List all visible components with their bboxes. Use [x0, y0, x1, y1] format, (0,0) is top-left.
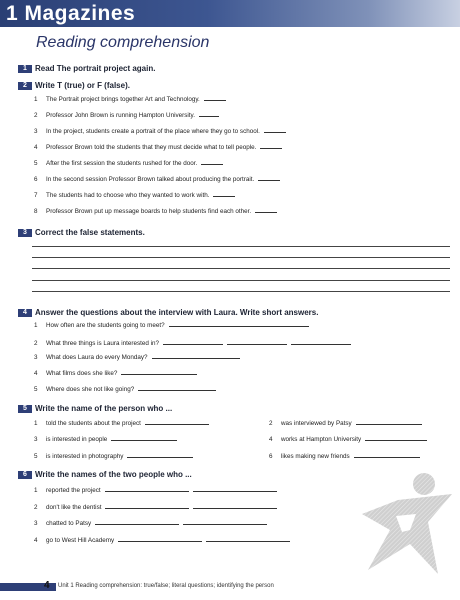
question-item-1: 1 How often are the students going to meet?	[34, 322, 309, 329]
person-item-5: 5 is interested in photography	[34, 453, 193, 460]
answer-blank[interactable]	[127, 457, 193, 458]
figure-logo-icon	[358, 470, 458, 582]
pair-item-1: 1 reported the project	[34, 487, 277, 494]
answer-blank[interactable]	[118, 541, 202, 542]
section-3-number: 3	[18, 229, 32, 237]
answer-blank[interactable]	[199, 116, 219, 117]
answer-blank[interactable]	[255, 212, 277, 213]
question-item-4: 4 What films does she like?	[34, 370, 197, 377]
answer-blank[interactable]	[145, 424, 209, 425]
pair-item-4: 4 go to West Hill Academy	[34, 537, 290, 544]
unit-title: 1 Magazines	[6, 2, 136, 25]
answer-blank[interactable]	[95, 524, 179, 525]
person-item-2: 2 was interviewed by Patsy	[269, 420, 422, 427]
page-number: 4	[44, 580, 50, 591]
answer-blank[interactable]	[193, 508, 277, 509]
writing-line[interactable]	[32, 280, 450, 281]
section-5-number: 5	[18, 405, 32, 413]
tf-item-1: 1 The Portrait project brings together Art and Technology.	[34, 96, 226, 103]
section-5-heading	[18, 404, 172, 413]
section-1-heading	[18, 64, 155, 73]
section-3-title: Correct the false statements.	[35, 228, 145, 237]
tf-item-3: 3 In the project, students create a portrait of the place where they go to school.	[34, 128, 286, 135]
writing-line[interactable]	[32, 246, 450, 247]
answer-blank[interactable]	[183, 524, 267, 525]
answer-blank[interactable]	[163, 344, 223, 345]
section-5-title: Write the name of the person who ...	[35, 404, 173, 413]
section-4-number: 4	[18, 309, 32, 317]
answer-blank[interactable]	[291, 344, 351, 345]
tf-item-2: 2 Professor John Brown is running Hampton University.	[34, 112, 219, 119]
answer-blank[interactable]	[356, 424, 422, 425]
answer-blank[interactable]	[138, 390, 216, 391]
answer-blank[interactable]	[169, 326, 309, 327]
person-item-1: 1 told the students about the project	[34, 420, 209, 427]
tf-item-7: 7 The students had to choose who they wanted to work with.	[34, 192, 235, 199]
page-subtitle: Reading comprehension	[36, 34, 210, 51]
section-2-heading	[18, 81, 130, 90]
answer-blank[interactable]	[213, 196, 235, 197]
section-4-heading	[18, 308, 318, 317]
pair-item-2: 2 don't like the dentist	[34, 504, 277, 511]
answer-blank[interactable]	[193, 491, 277, 492]
answer-blank[interactable]	[105, 491, 189, 492]
question-item-2: 2 What three things is Laura interested in?	[34, 340, 351, 347]
section-2-title: Write T (true) or F (false).	[35, 81, 130, 90]
answer-blank[interactable]	[121, 374, 197, 375]
writing-line[interactable]	[32, 257, 450, 258]
answer-blank[interactable]	[258, 180, 280, 181]
person-item-3: 3 is interested in people	[34, 436, 177, 443]
question-item-3: 3 What does Laura do every Monday?	[34, 354, 240, 361]
section-2-number: 2	[18, 82, 32, 90]
answer-blank[interactable]	[201, 164, 223, 165]
writing-line[interactable]	[32, 268, 450, 269]
pair-item-3: 3 chatted to Patsy	[34, 520, 267, 527]
tf-item-6: 6 In the second session Professor Brown talked about producing the portrait.	[34, 176, 280, 183]
person-item-4: 4 works at Hampton University	[269, 436, 427, 443]
section-4-title: Answer the questions about the interview with Laura. Write short answers.	[35, 308, 319, 317]
section-6-number: 6	[18, 471, 32, 479]
answer-blank[interactable]	[260, 148, 282, 149]
tf-item-4: 4 Professor Brown told the students that they must decide what to tell people.	[34, 144, 282, 151]
section-6-title: Write the names of the two people who ...	[35, 470, 192, 479]
writing-line[interactable]	[32, 291, 450, 292]
answer-blank[interactable]	[111, 440, 177, 441]
person-item-6: 6 likes making new friends	[269, 453, 420, 460]
answer-blank[interactable]	[354, 457, 420, 458]
answer-blank[interactable]	[206, 541, 290, 542]
answer-blank[interactable]	[365, 440, 427, 441]
answer-blank[interactable]	[105, 508, 189, 509]
footer-caption: Unit 1 Reading comprehension: true/false; literal questions; identifying the person	[58, 583, 274, 589]
section-1-title: Read The portrait project again.	[35, 64, 156, 73]
section-6-heading	[18, 470, 192, 479]
section-1-number: 1	[18, 65, 32, 73]
tf-item-5: 5 After the first session the students rushed for the door.	[34, 160, 223, 167]
tf-item-8: 8 Professor Brown put up message boards to help students find each other.	[34, 208, 277, 215]
answer-blank[interactable]	[152, 358, 240, 359]
question-item-5: 5 Where does she not like going?	[34, 386, 216, 393]
answer-blank[interactable]	[204, 100, 226, 101]
section-3-heading	[18, 228, 145, 237]
answer-blank[interactable]	[227, 344, 287, 345]
answer-blank[interactable]	[264, 132, 286, 133]
